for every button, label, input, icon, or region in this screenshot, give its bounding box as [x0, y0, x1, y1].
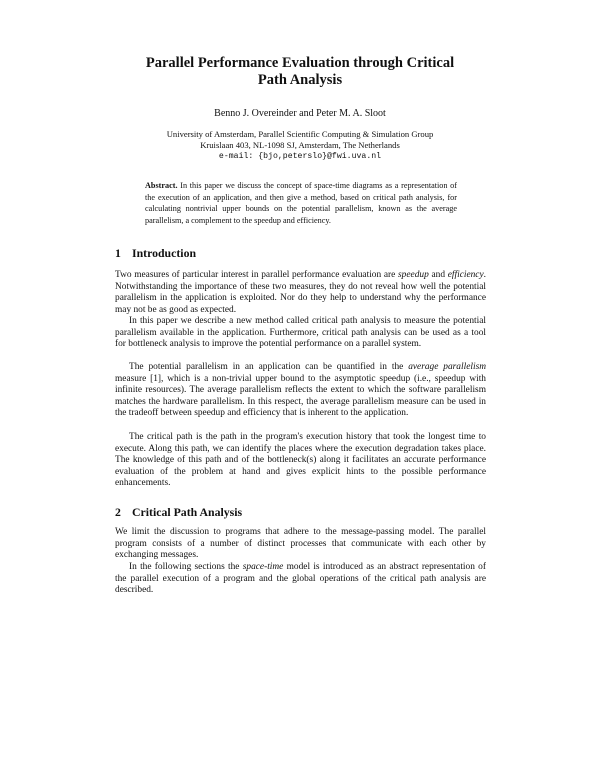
paper-title — [100, 55, 500, 89]
text-span: . Notwithstanding the importance of these two measures, they do not reveal how well the potential parallelism in the application is exploited. Nor do they help to understand why the performance may not be as good as expected. — [115, 270, 486, 315]
text-span: The potential parallelism in an application can be quantified in the — [129, 362, 409, 372]
cpa-paragraph-2 — [115, 562, 486, 597]
affiliation-line-1: University of Amsterdam, Parallel Scientific Computing & Simulation Group — [166, 129, 434, 139]
text-span: In the following sections the — [129, 562, 243, 572]
text-span: and — [428, 270, 448, 280]
emphasis-average-parallelism: average parallelism — [408, 362, 486, 372]
section-title: Critical Path Analysis — [132, 505, 243, 519]
paper-authors: Benno J. Overeinder and Peter M. A. Sloot — [214, 108, 386, 119]
intro-paragraph-1 — [115, 270, 486, 316]
section-number: 1 — [115, 246, 121, 260]
paper-affiliation — [100, 129, 500, 162]
text-span: Two measures of particular interest in parallel performance evaluation are — [115, 270, 399, 280]
text-span: measure [1], which is a non-trivial upper bound to the asymptotic speedup (i.e., speedup with infinite resources). The average parallelism reflects the extent to which the software parallelism matches the hardware parallelism. In this respect, the average parallelism measure can be used in the tradeoff between speedup and efficiency that is inherent to the application. — [115, 373, 486, 419]
abstract — [145, 180, 457, 226]
affiliation-line-2: Kruislaan 403, NL-1098 SJ, Amsterdam, The Netherlands — [200, 140, 400, 150]
intro-paragraph-3 — [115, 362, 486, 420]
section-title: Introduction — [132, 246, 197, 260]
intro-paragraph-2: In this paper we describe a new method called critical path analysis to measure the potential parallelism available in the application. Furthermore, critical path analysis can be used as a tool for bottleneck analysis to improve the potential performance on a parallel system. — [115, 316, 486, 350]
text-span: model is introduced as an abstract representation of the parallel execution of a program and the global operations of the critical path analysis are described. — [115, 562, 486, 596]
section-number: 2 — [115, 505, 121, 519]
section-heading-introduction — [115, 246, 196, 261]
author-email: e-mail: {bjo,peterslo}@fwi.uva.nl — [218, 152, 382, 161]
emphasis-efficiency: efficiency — [447, 270, 484, 280]
intro-paragraph-4: The critical path is the path in the program's execution history that took the longest time to execute. Along this path, we can identify the places where the execution degradation takes place. The knowledge of this path and of the bottleneck(s) along it facilitates an accurate performance evaluation of the problem at hand and gives explicit hints to the possible performance enhancements. — [115, 432, 486, 489]
emphasis-space-time: space-time — [242, 562, 284, 572]
abstract-label: Abstract. — [145, 181, 178, 190]
title-line-2: Path Analysis — [257, 72, 343, 88]
title-line-1: Parallel Performance Evaluation through Critical — [145, 55, 455, 71]
abstract-text: In this paper we discuss the concept of space-time diagrams as a representation of the execution of an application, and then give a method, based on critical path analysis, for calculating nontrivial upper bounds on the potential parallelism, known as the average parallelism, a complement to the speedup and efficiency. — [145, 181, 457, 225]
section-heading-critical-path — [115, 505, 242, 520]
emphasis-speedup: speedup — [398, 270, 429, 280]
cpa-paragraph-1: We limit the discussion to programs that adhere to the message-passing model. The parallel program consists of a number of distinct processes that communicate with each other by exchanging messages. — [115, 527, 486, 561]
